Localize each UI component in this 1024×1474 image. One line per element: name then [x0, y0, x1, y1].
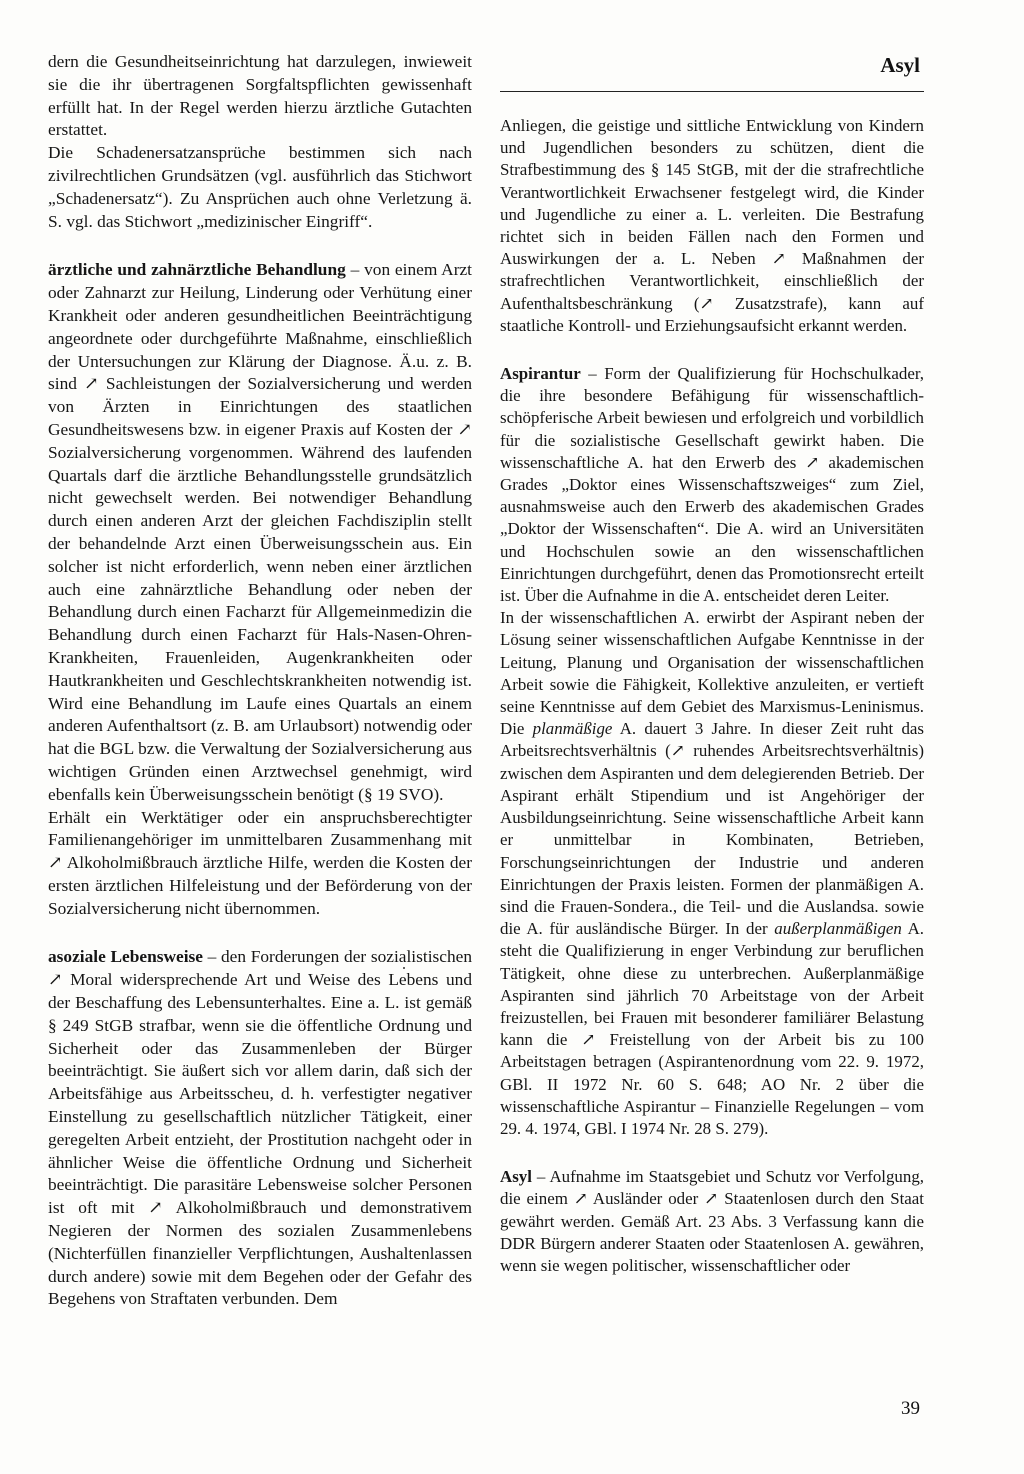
right-column — [500, 115, 924, 1277]
entry-aspirantur — [500, 363, 924, 607]
header-rule — [500, 91, 924, 92]
entry-text: – Form der Qualifizierung für Hochschulkader, die ihre besondere Befähigung für wissenschaftlich-schöpferische Arbeit bewiesen und erfolgreich und vorbildlich für die sozialistische Gesellschaft gewirkt haben. Die wissenschaftliche A. hat den Erwerb des ↗ akademischen Grades „Doktor eines Wissenschaftszweiges“ zum Ziel, ausnahmsweise auch den Erwerb des akademischen Grades „Doktor der Wissenschaften“. Die A. wird an Universitäten und Hochschulen sowie an den wissenschaftlichen Einrichtungen durchgeführt, denen das Promotionsrecht erteilt ist. Über die Aufnahme in die A. entscheidet deren Leiter. — [500, 364, 924, 606]
entry-text: – Aufnahme im Staatsgebiet und Schutz vor Verfolgung, die einem ↗ Ausländer oder ↗ Staatenlosen durch den Staat gewährt werden. Gemäß Art. 23 Abs. 3 Verfassung kann die DDR Bürgern anderer Staaten oder Staatenlosen A. gewähren, wenn sie wegen politischer, wissenschaftlicher oder — [500, 1167, 924, 1275]
paragraph-aspirantur-detail — [500, 607, 924, 1140]
entry-keyword: Asyl — [500, 1167, 532, 1187]
page-number: 39 — [901, 1398, 920, 1419]
paragraph-schadenersatz: Die Schadenersatzansprüche bestimmen sich nach zivilrechtlichen Grundsätzen (vgl. ausführlich das Stichwort „Schadenersatz“). Zu Ansprüchen auch ohne Verletzung ä. S. vgl. das Stichwort „medizinischer Eingriff“. — [48, 143, 472, 231]
entry-keyword: Aspirantur — [500, 364, 581, 384]
entry-asoziale-lebensweise — [48, 946, 472, 1311]
text-segment: A. steht die Qualifizierung in enger Verbindung zur beruflichen Tätigkeit, ohne diese zu unterbrechen. Außerplanmäßige Aspiranten sind jährlich 70 Arbeitstage von der Arbeit freizustellen, bei Frauen mit besonderer familiärer Belastung kann die ↗ Freistellung von der Arbeit bis zu 100 Arbeitstagen betragen (Aspirantenordnung vom 22. 9. 1972, GBl. II 1972 Nr. 60 S. 648; AO Nr. 2 über die wissenschaftliche Aspirantur – Finanzielle Regelungen – vom 29. 4. 1974, GBl. I 1974 Nr. 28 S. 279). — [500, 919, 925, 1138]
italic-term: außerplanmäßigen — [774, 919, 902, 939]
print-speck — [403, 967, 405, 969]
paragraph-continuation: dern die Gesundheitseinrichtung hat darzulegen, inwieweit sie die ihr übertragenen Sorgfaltspflichten gewissenhaft erfüllt hat. In der Regel werden hierzu ärztliche Gutachten erstattet. — [48, 52, 472, 140]
entry-text: – von einem Arzt oder Zahnarzt zur Heilung, Linderung oder Verhütung einer Krankheit oder anderen gesundheitlichen Beeinträchtigung angeordnete oder durchgeführte Maßnahme, einschließlich der Untersuchungen zur Klärung der Diagnose. Ä.u. z. B. sind ↗ Sachleistungen der Sozialversicherung und werden von Ärzten in Einrichtungen des staatlichen Gesundheitswesens bzw. in eigener Praxis auf Kosten der ↗ Sozialversicherung vorgenommen. Während des laufenden Quartals darf die ärztliche Behandlungsstelle grundsätzlich nicht gewechselt werden. Bei notwendiger Behandlung durch einen anderen Arzt der gleichen Fachdisziplin stellt der behandelnde Arzt einen Überweisungsschein aus. Ein solcher ist nicht erforderlich, wenn neben einer ärztlichen auch eine zahnärztliche Behandlung oder neben der Behandlung durch einen Facharzt für Allgemeinmedizin die Behandlung durch einen Facharzt für Hals-Nasen-Ohren-Krankheiten, Frauenleiden, Augenkrankheiten oder Hautkrankheiten und Geschlechtskrankheiten notwendig ist. Wird eine Behandlung im Laufe eines Quartals an einem anderen Aufenthaltsort (z. B. am Urlaubsort) notwendig oder hat die BGL bzw. die Verwaltung der Sozialversicherung aus wichtigen Gründen einen Arztwechsel genehmigt, wird ebenfalls kein Überweisungsschein benötigt (§ 19 SVO). — [48, 260, 472, 804]
entry-keyword: ärztliche und zahnärztliche Behandlung — [48, 260, 346, 280]
left-column — [48, 51, 472, 1311]
entry-text: – den Forderungen der sozialistischen ↗ Moral widersprechende Art und Weise des Lebens und der Beschaffung des Lebensunterhaltes. Eine a. L. ist gemäß § 249 StGB strafbar, wenn sie die öffentliche Ordnung und Sicherheit oder das Zusammenleben der Bürger beeinträchtigt. Sie äußert sich vor allem darin, daß sich der Arbeitsfähige aus Arbeitsscheu, d. h. verfestigter negativer Einstellung zu gesellschaftlich nützlicher Tätigkeit, einer geregelten Arbeit entzieht, der Prostitution nachgeht oder in ähnlicher Weise die öffentliche Ordnung und Sicherheit beeinträchtigt. Die parasitäre Lebensweise solcher Personen ist oft mit ↗ Alkoholmißbrauch und demonstrativem Negieren der Normen des sozialen Zusammenlebens (Nichterfüllen finanzieller Verpflichtungen, Aushaltenlassen durch andere) sowie mit dem Begehen oder der Gefahr des Begehens von Straftaten verbunden. Dem — [48, 947, 473, 1309]
entry-keyword: asoziale Lebensweise — [48, 947, 203, 967]
paragraph-alkohol-kosten: Erhält ein Werktätiger oder ein anspruchsberechtigter Familienangehöriger im unmittelbaren Zusammenhang mit ↗ Alkoholmißbrauch ärztliche Hilfe, werden die Kosten der ersten ärztlichen Hilfeleistung und der Beförderung von der Sozialversicherung nicht übernommen. — [48, 807, 472, 918]
paragraph-asoziale-continuation: Anliegen, die geistige und sittliche Entwicklung von Kindern und Jugendlichen besonders zu schützen, dient die Strafbestimmung des § 145 StGB, mit der die strafrechtliche Verantwortlichkeit Erwachsener festgelegt wird, die Kinder und Jugendliche zu einer a. L. verleiten. Die Bestrafung richtet sich in beiden Fällen nach den Formen und Auswirkungen der a. L. Neben ↗ Maßnahmen der strafrechtlichen Verantwortlichkeit, einschließlich der Aufenthaltsbeschränkung (↗ Zusatzstrafe), kann auf staatliche Kontroll- und Erziehungsaufsicht erkannt werden. — [500, 116, 924, 335]
entry-asyl — [500, 1166, 924, 1277]
text-segment: In der wissenschaftlichen A. erwirbt der Aspirant neben der Lösung seiner wissenschaftlichen Aufgabe Kenntnisse in der Leitung, Planung und Organisation der wissenschaftlichen Arbeit sowie die Fähigkeit, Kollektive anzuleiten, er vertieft seine Kenntnisse auf dem Gebiet des Marxismus-Leninismus. Die — [500, 608, 924, 739]
entry-aerztliche-behandlung — [48, 259, 472, 806]
running-head: Asyl — [880, 53, 920, 77]
italic-term: planmäßige — [532, 719, 613, 739]
text-segment: A. dauert 3 Jahre. In dieser Zeit ruht das Arbeitsrechtsverhältnis (↗ ruhendes Arbeitsrechtsverhältnis) zwischen dem Aspiranten und dem delegierenden Betrieb. Der Aspirant erhält Stipendium und ist Angehöriger der Ausbildungseinrichtung. Seine wissenschaftliche Arbeit kann er unmittelbar in Kombinaten, Betrieben, Forschungseinrichtungen der Industrie und anderen Einrichtungen der Praxis leisten. Formen der planmäßigen A. sind die Frauen-Sondera., die Teil- und die Auslandsa. sowie die A. für ausländische Bürger. In der — [500, 719, 924, 939]
